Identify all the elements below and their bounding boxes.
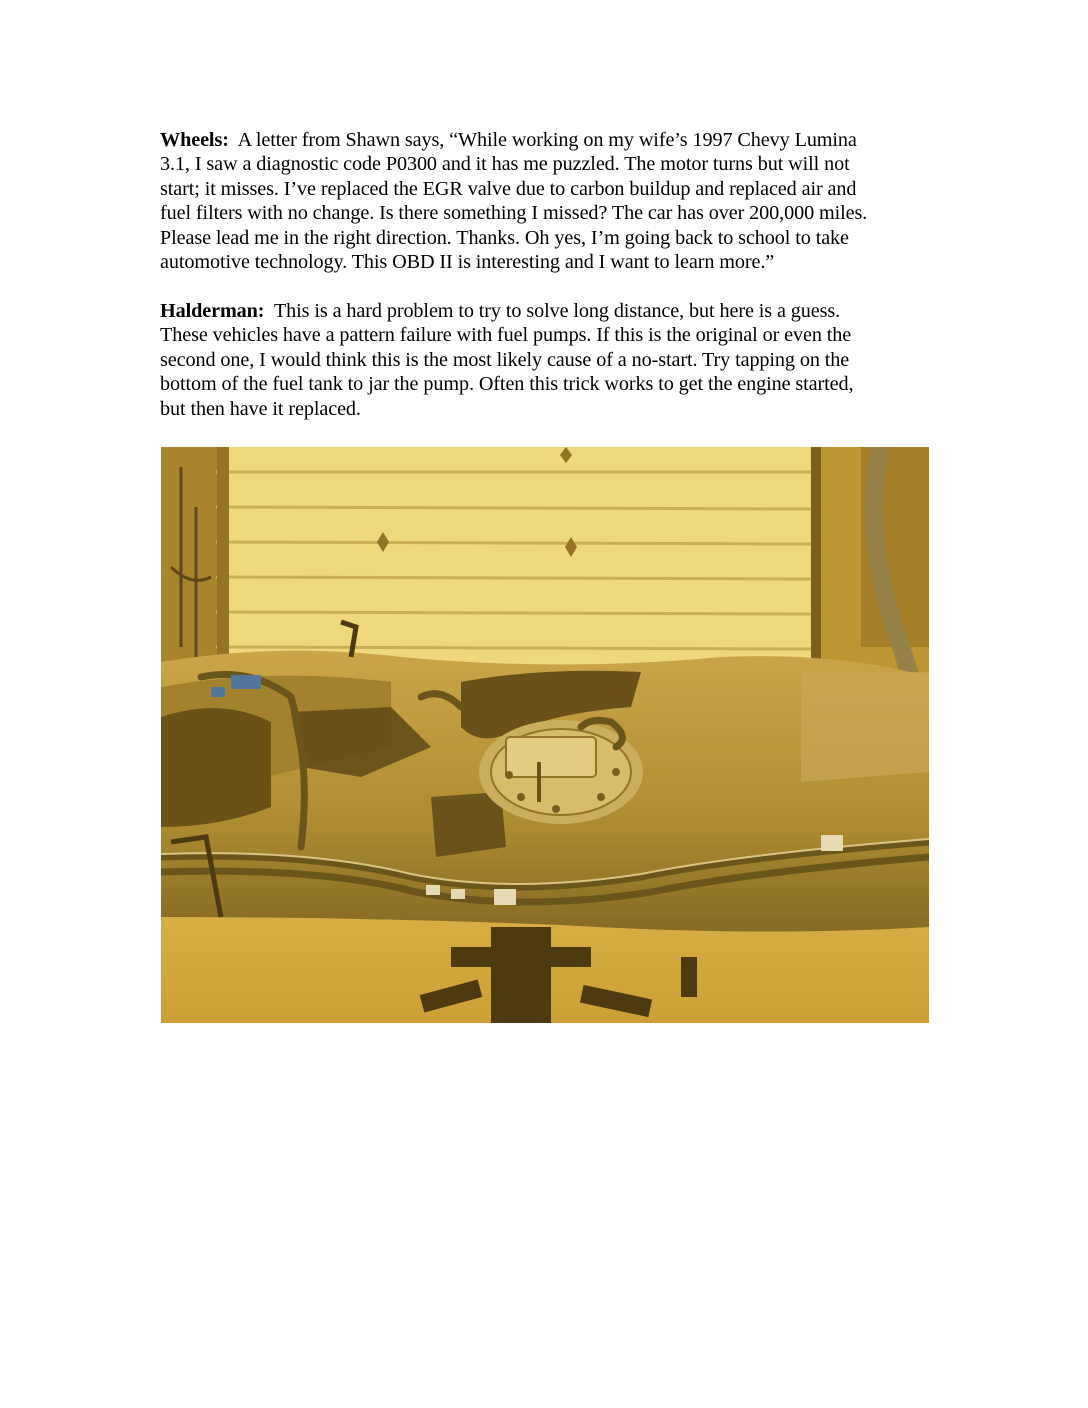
paragraph-line: bottom of the fuel tank to jar the pump. Often this trick works to get the engine started, [160,373,854,396]
paragraph-line: start; it misses. I’ve replaced the EGR valve due to carbon buildup and replaced air and [160,177,857,200]
paragraph-line [160,299,950,323]
paragraph-line: automotive technology. This OBD II is interesting and I want to learn more.” [160,251,775,274]
fuel-tank-photo-illustration [161,447,929,1023]
halderman-answer-paragraph [160,299,950,421]
paragraph-line: but then have it replaced. [160,397,361,420]
paragraph-line: fuel filters with no change. Is there something I missed? The car has over 200,000 miles. [160,202,868,225]
speaker-label-wheels: Wheels: [160,129,229,151]
paragraph-line: Please lead me in the right direction. Thanks. Oh yes, I’m going back to school to take [160,226,849,249]
line-text: A letter from Shawn says, “While working on my wife’s 1997 Chevy Lumina [237,129,857,151]
wheels-question-paragraph [160,128,950,274]
paragraph-line: 3.1, I saw a diagnostic code P0300 and it has me puzzled. The motor turns but will not [160,153,850,176]
paragraph-line [160,128,950,152]
paragraph-line: second one, I would think this is the most likely cause of a no-start. Try tapping on the [160,348,850,371]
speaker-label-halderman: Halderman: [160,300,265,322]
line-text: This is a hard problem to try to solve long distance, but here is a guess. [273,300,841,322]
paragraph-line: These vehicles have a pattern failure with fuel pumps. If this is the original or even the [160,324,852,347]
fuel-tank-photo [161,447,929,1023]
